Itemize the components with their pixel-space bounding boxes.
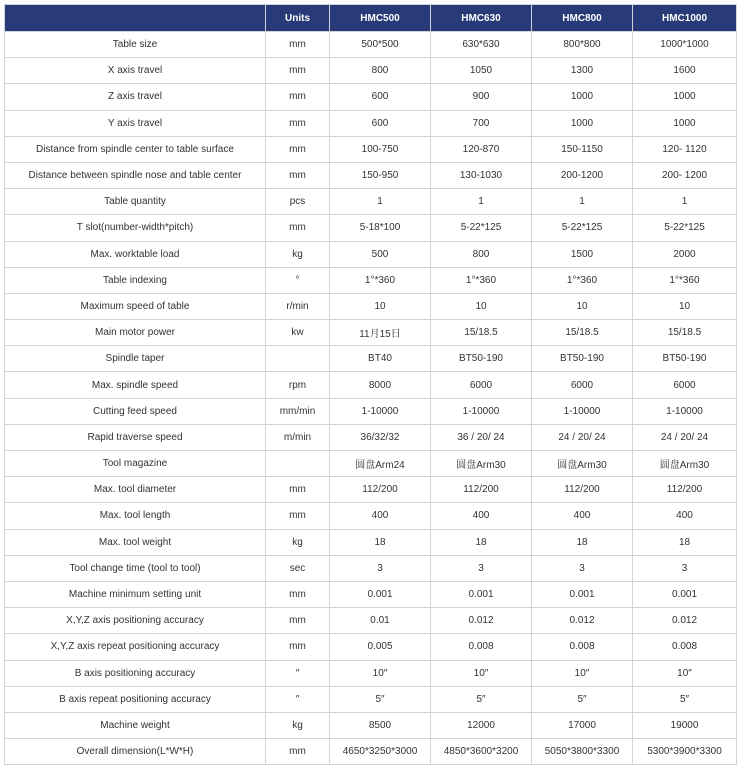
- param-cell: Distance from spindle center to table surface: [5, 136, 266, 162]
- value-cell: 500: [330, 241, 431, 267]
- value-cell: 5-22*125: [431, 215, 532, 241]
- param-cell: B axis repeat positioning accuracy: [5, 686, 266, 712]
- value-cell: 1°*360: [633, 267, 737, 293]
- value-cell: 1000*1000: [633, 32, 737, 58]
- table-row: [5, 372, 737, 398]
- table-row: [5, 58, 737, 84]
- param-cell: Max. spindle speed: [5, 372, 266, 398]
- param-cell: Max. tool diameter: [5, 477, 266, 503]
- value-cell: 4650*3250*3000: [330, 739, 431, 765]
- table-row: [5, 686, 737, 712]
- value-cell: 24 / 20/ 24: [532, 424, 633, 450]
- table-row: [5, 739, 737, 765]
- value-cell: 15/18.5: [431, 320, 532, 346]
- value-cell: 800: [431, 241, 532, 267]
- unit-cell: kw: [266, 320, 330, 346]
- value-cell: 11月15日: [330, 320, 431, 346]
- param-cell: Z axis travel: [5, 84, 266, 110]
- value-cell: 1500: [532, 241, 633, 267]
- value-cell: 400: [431, 503, 532, 529]
- table-row: [5, 660, 737, 686]
- value-cell: 0.008: [532, 634, 633, 660]
- table-row: [5, 215, 737, 241]
- value-cell: 3: [532, 555, 633, 581]
- value-cell: 1: [633, 189, 737, 215]
- value-cell: 0.012: [431, 608, 532, 634]
- value-cell: 5300*3900*3300: [633, 739, 737, 765]
- param-cell: Table size: [5, 32, 266, 58]
- table-row: [5, 189, 737, 215]
- param-cell: Max. tool weight: [5, 529, 266, 555]
- value-cell: 圆盘Arm30: [431, 451, 532, 477]
- param-cell: Y axis travel: [5, 110, 266, 136]
- value-cell: 5-22*125: [532, 215, 633, 241]
- unit-cell: mm: [266, 739, 330, 765]
- param-cell: X axis travel: [5, 58, 266, 84]
- value-cell: 18: [532, 529, 633, 555]
- value-cell: 3: [431, 555, 532, 581]
- value-cell: 200- 1200: [633, 162, 737, 188]
- param-cell: Tool change time (tool to tool): [5, 555, 266, 581]
- table-row: [5, 555, 737, 581]
- unit-cell: mm: [266, 84, 330, 110]
- value-cell: 6000: [431, 372, 532, 398]
- table-row: [5, 424, 737, 450]
- param-cell: Max. tool length: [5, 503, 266, 529]
- value-cell: 1000: [633, 110, 737, 136]
- value-cell: 4850*3600*3200: [431, 739, 532, 765]
- value-cell: 1-10000: [633, 398, 737, 424]
- table-row: [5, 503, 737, 529]
- value-cell: 0.001: [633, 581, 737, 607]
- table-row: [5, 581, 737, 607]
- value-cell: 8500: [330, 712, 431, 738]
- param-cell: Table quantity: [5, 189, 266, 215]
- value-cell: 630*630: [431, 32, 532, 58]
- header-units: Units: [266, 5, 330, 32]
- value-cell: 112/200: [633, 477, 737, 503]
- value-cell: 圆盘Arm24: [330, 451, 431, 477]
- table-row: [5, 32, 737, 58]
- value-cell: 圆盘Arm30: [532, 451, 633, 477]
- param-cell: Rapid traverse speed: [5, 424, 266, 450]
- value-cell: 10: [532, 293, 633, 319]
- table-row: [5, 241, 737, 267]
- param-cell: Maximum speed of table: [5, 293, 266, 319]
- table-row: [5, 712, 737, 738]
- value-cell: 12000: [431, 712, 532, 738]
- value-cell: 400: [330, 503, 431, 529]
- value-cell: 0.012: [532, 608, 633, 634]
- value-cell: 10″: [532, 660, 633, 686]
- unit-cell: pcs: [266, 189, 330, 215]
- value-cell: 100-750: [330, 136, 431, 162]
- value-cell: 1000: [532, 110, 633, 136]
- value-cell: 1: [532, 189, 633, 215]
- unit-cell: kg: [266, 241, 330, 267]
- value-cell: 2000: [633, 241, 737, 267]
- header-model: HMC630: [431, 5, 532, 32]
- unit-cell: sec: [266, 555, 330, 581]
- value-cell: 120-870: [431, 136, 532, 162]
- value-cell: 5-22*125: [633, 215, 737, 241]
- unit-cell: mm: [266, 477, 330, 503]
- param-cell: Max. worktable load: [5, 241, 266, 267]
- value-cell: 1: [330, 189, 431, 215]
- table-row: [5, 608, 737, 634]
- value-cell: 5-18*100: [330, 215, 431, 241]
- value-cell: 1000: [633, 84, 737, 110]
- table-row: [5, 84, 737, 110]
- table-row: [5, 451, 737, 477]
- table-row: [5, 529, 737, 555]
- table-row: [5, 477, 737, 503]
- value-cell: 1-10000: [532, 398, 633, 424]
- value-cell: 700: [431, 110, 532, 136]
- unit-cell: mm/min: [266, 398, 330, 424]
- value-cell: 600: [330, 110, 431, 136]
- value-cell: 3: [330, 555, 431, 581]
- value-cell: 1°*360: [532, 267, 633, 293]
- unit-cell: mm: [266, 634, 330, 660]
- value-cell: 36 / 20/ 24: [431, 424, 532, 450]
- value-cell: 112/200: [431, 477, 532, 503]
- param-cell: Overall dimension(L*W*H): [5, 739, 266, 765]
- unit-cell: [266, 346, 330, 372]
- unit-cell: ″: [266, 660, 330, 686]
- value-cell: 36/32/32: [330, 424, 431, 450]
- value-cell: 0.012: [633, 608, 737, 634]
- unit-cell: m/min: [266, 424, 330, 450]
- value-cell: 0.008: [431, 634, 532, 660]
- value-cell: 0.001: [532, 581, 633, 607]
- unit-cell: mm: [266, 32, 330, 58]
- value-cell: 130-1030: [431, 162, 532, 188]
- unit-cell: mm: [266, 136, 330, 162]
- value-cell: 5″: [532, 686, 633, 712]
- value-cell: 10″: [633, 660, 737, 686]
- value-cell: 5″: [431, 686, 532, 712]
- value-cell: BT50-190: [532, 346, 633, 372]
- value-cell: 112/200: [532, 477, 633, 503]
- value-cell: 5″: [633, 686, 737, 712]
- value-cell: 0.01: [330, 608, 431, 634]
- value-cell: BT40: [330, 346, 431, 372]
- value-cell: 24 / 20/ 24: [633, 424, 737, 450]
- param-cell: Tool magazine: [5, 451, 266, 477]
- value-cell: 15/18.5: [633, 320, 737, 346]
- value-cell: 900: [431, 84, 532, 110]
- header-model: HMC800: [532, 5, 633, 32]
- value-cell: 400: [532, 503, 633, 529]
- unit-cell: mm: [266, 162, 330, 188]
- param-cell: Cutting feed speed: [5, 398, 266, 424]
- value-cell: 15/18.5: [532, 320, 633, 346]
- table-row: [5, 346, 737, 372]
- value-cell: 150-1150: [532, 136, 633, 162]
- value-cell: 1000: [532, 84, 633, 110]
- table-row: [5, 398, 737, 424]
- value-cell: 圆盘Arm30: [633, 451, 737, 477]
- unit-cell: mm: [266, 58, 330, 84]
- value-cell: 8000: [330, 372, 431, 398]
- value-cell: 500*500: [330, 32, 431, 58]
- value-cell: 0.005: [330, 634, 431, 660]
- value-cell: 1: [431, 189, 532, 215]
- header-row: [5, 5, 737, 32]
- value-cell: 800*800: [532, 32, 633, 58]
- value-cell: 800: [330, 58, 431, 84]
- param-cell: Machine weight: [5, 712, 266, 738]
- unit-cell: mm: [266, 110, 330, 136]
- unit-cell: kg: [266, 529, 330, 555]
- value-cell: 1-10000: [330, 398, 431, 424]
- spec-table: [4, 4, 737, 765]
- unit-cell: rpm: [266, 372, 330, 398]
- param-cell: Distance between spindle nose and table center: [5, 162, 266, 188]
- value-cell: 1050: [431, 58, 532, 84]
- table-body: [5, 32, 737, 765]
- value-cell: 0.008: [633, 634, 737, 660]
- header-model: HMC500: [330, 5, 431, 32]
- table-row: [5, 136, 737, 162]
- value-cell: 3: [633, 555, 737, 581]
- param-cell: Spindle taper: [5, 346, 266, 372]
- param-cell: Main motor power: [5, 320, 266, 346]
- unit-cell: °: [266, 267, 330, 293]
- value-cell: 18: [330, 529, 431, 555]
- param-cell: X,Y,Z axis repeat positioning accuracy: [5, 634, 266, 660]
- value-cell: 5050*3800*3300: [532, 739, 633, 765]
- value-cell: BT50-190: [431, 346, 532, 372]
- value-cell: 17000: [532, 712, 633, 738]
- value-cell: 10: [633, 293, 737, 319]
- value-cell: 1300: [532, 58, 633, 84]
- unit-cell: mm: [266, 581, 330, 607]
- value-cell: 400: [633, 503, 737, 529]
- unit-cell: ″: [266, 686, 330, 712]
- value-cell: 150-950: [330, 162, 431, 188]
- param-cell: T slot(number-width*pitch): [5, 215, 266, 241]
- param-cell: Table indexing: [5, 267, 266, 293]
- value-cell: BT50-190: [633, 346, 737, 372]
- param-cell: X,Y,Z axis positioning accuracy: [5, 608, 266, 634]
- value-cell: 10″: [330, 660, 431, 686]
- unit-cell: [266, 451, 330, 477]
- value-cell: 0.001: [330, 581, 431, 607]
- value-cell: 18: [431, 529, 532, 555]
- table-row: [5, 267, 737, 293]
- unit-cell: mm: [266, 215, 330, 241]
- value-cell: 6000: [532, 372, 633, 398]
- table-row: [5, 320, 737, 346]
- value-cell: 1600: [633, 58, 737, 84]
- unit-cell: kg: [266, 712, 330, 738]
- value-cell: 10″: [431, 660, 532, 686]
- value-cell: 200-1200: [532, 162, 633, 188]
- value-cell: 10: [330, 293, 431, 319]
- value-cell: 1°*360: [431, 267, 532, 293]
- value-cell: 6000: [633, 372, 737, 398]
- value-cell: 0.001: [431, 581, 532, 607]
- header-model: HMC1000: [633, 5, 737, 32]
- unit-cell: mm: [266, 608, 330, 634]
- table-row: [5, 293, 737, 319]
- table-row: [5, 162, 737, 188]
- value-cell: 19000: [633, 712, 737, 738]
- value-cell: 1°*360: [330, 267, 431, 293]
- value-cell: 112/200: [330, 477, 431, 503]
- value-cell: 1-10000: [431, 398, 532, 424]
- param-cell: Machine minimum setting unit: [5, 581, 266, 607]
- value-cell: 600: [330, 84, 431, 110]
- table-header: [5, 5, 737, 32]
- header-param: [5, 5, 266, 32]
- value-cell: 120- 1120: [633, 136, 737, 162]
- param-cell: B axis positioning accuracy: [5, 660, 266, 686]
- unit-cell: mm: [266, 503, 330, 529]
- value-cell: 18: [633, 529, 737, 555]
- value-cell: 10: [431, 293, 532, 319]
- unit-cell: r/min: [266, 293, 330, 319]
- table-row: [5, 634, 737, 660]
- value-cell: 5″: [330, 686, 431, 712]
- table-row: [5, 110, 737, 136]
